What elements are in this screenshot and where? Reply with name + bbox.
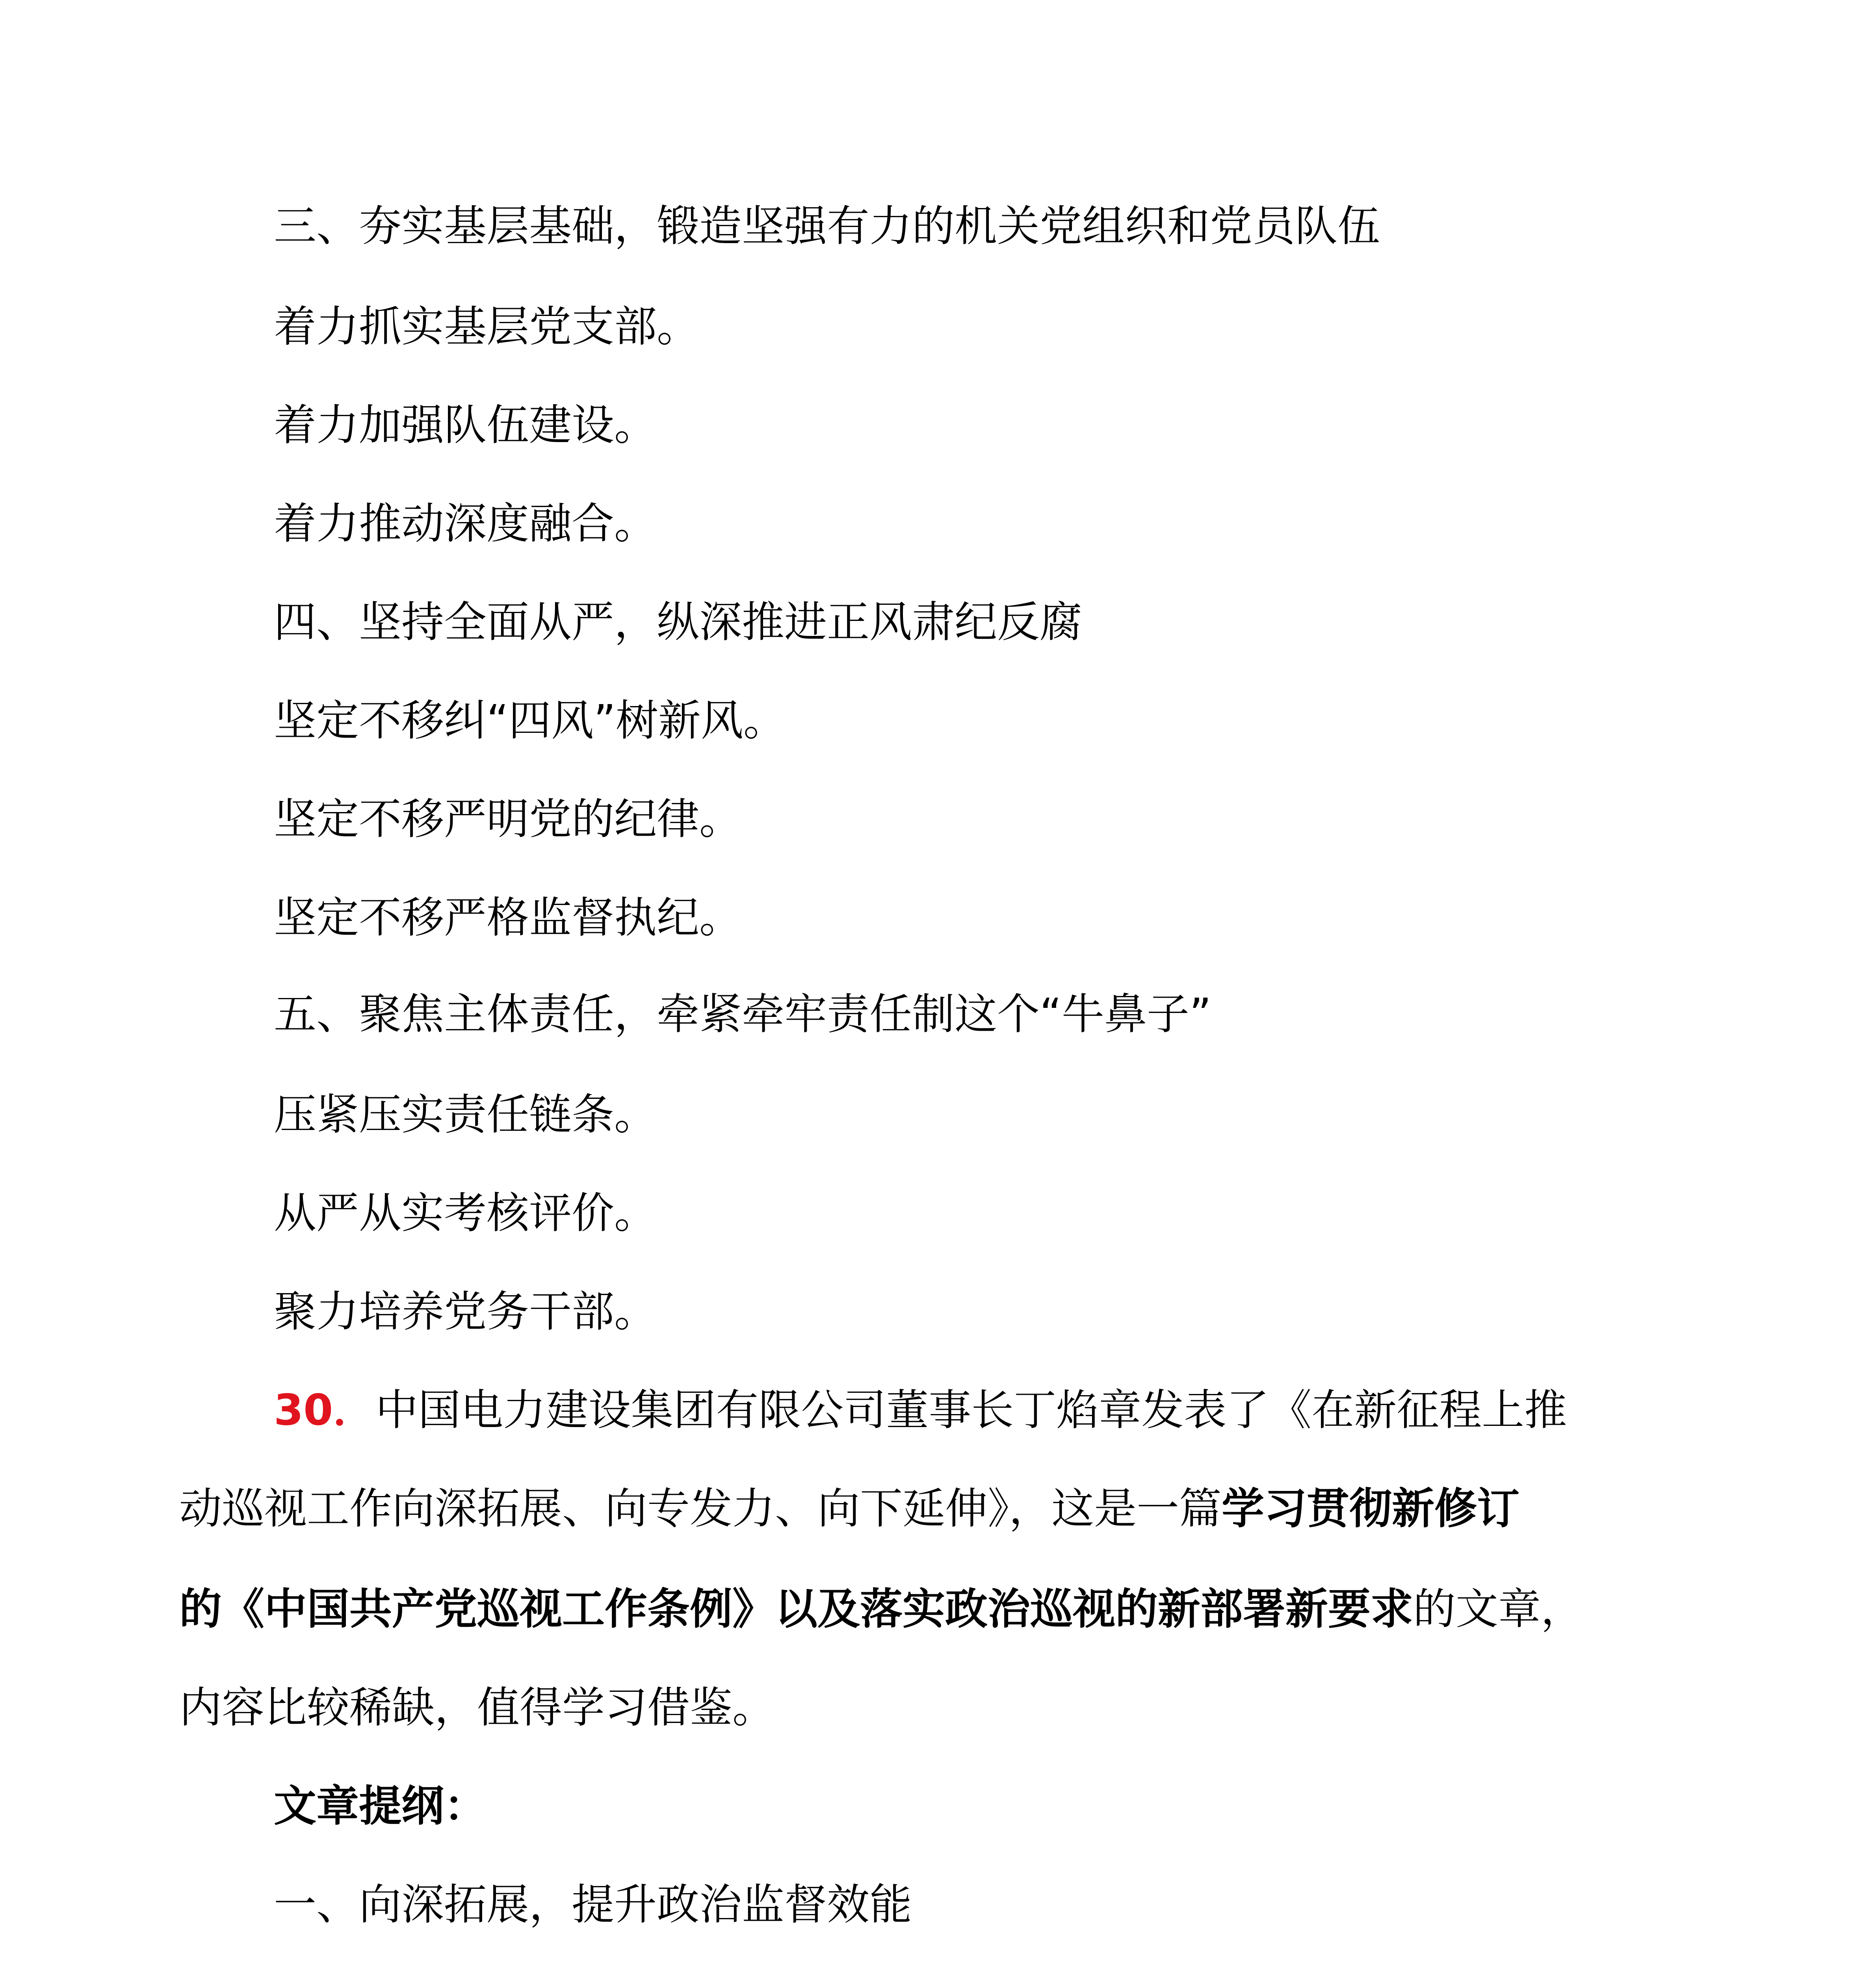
section4-item-2: 坚定不移严明党的纪律。 [274, 795, 742, 844]
section4-item-3: 坚定不移严格监督执纪。 [274, 893, 742, 942]
section5-item-2: 从严从实考核评价。 [274, 1189, 657, 1238]
entry30-bold-1: 学习贯彻新修订 [1222, 1484, 1520, 1533]
outline-section1-heading: 一、向深拓展，提升政治监督效能 [274, 1880, 912, 1929]
section3-item-2: 着力加强队伍建设。 [274, 401, 657, 450]
entry30-line-1 [274, 1385, 1567, 1436]
entry30-line-3 [179, 1584, 1583, 1635]
outline-title: 文章提纲： [274, 1782, 487, 1831]
section3-heading: 三、夯实基层基础，锻造坚强有力的机关党组织和党员队伍 [274, 202, 1380, 251]
section4-item-1: 坚定不移纠“四风”树新风。 [274, 696, 786, 745]
section3-item-3: 着力推动深度融合。 [274, 499, 657, 548]
entry30-line-4: 内容比较稀缺，值得学习借鉴。 [179, 1683, 775, 1732]
entry30-text-2: 动巡视工作向深拓展、向专发力、向下延伸》，这是一篇 [179, 1484, 1222, 1533]
section5-heading: 五、聚焦主体责任，牵紧牵牢责任制这个“牛鼻子” [274, 990, 1211, 1039]
section5-item-1: 压紧压实责任链条。 [274, 1090, 657, 1139]
entry30-line-2 [179, 1483, 1519, 1535]
entry30-bold-2: 的《中国共产党巡视工作条例》以及落实政治巡视的新部署新要求 [179, 1585, 1414, 1634]
section5-item-3: 聚力培养党务干部。 [274, 1287, 657, 1336]
section3-item-1: 着力抓实基层党支部。 [274, 302, 700, 351]
section4-heading: 四、坚持全面从严，纵深推进正风肃纪反腐 [274, 598, 1083, 647]
entry30-text-3: 的文章， [1413, 1585, 1584, 1634]
entry30-text-1: 中国电力建设集团有限公司董事长丁焰章发表了《在新征程上推 [375, 1386, 1567, 1435]
entry-number: 30． [274, 1386, 376, 1435]
